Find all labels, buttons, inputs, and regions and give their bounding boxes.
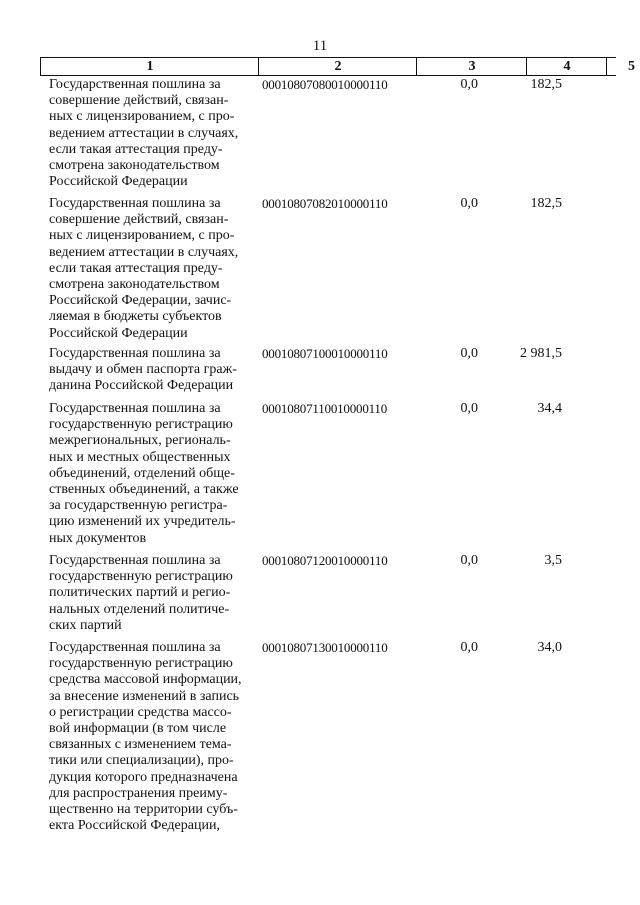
table-header [40, 57, 635, 76]
row-code: 00010807110010000110 [262, 401, 388, 416]
description-line: объединений, отделений обще- [49, 465, 235, 481]
description-line: Государственная пошлина за [49, 401, 221, 416]
row-column-3: 0,0 [460, 401, 478, 416]
row-column-3: 0,0 [460, 196, 478, 211]
description-line: связанных с изменением тема- [49, 737, 232, 753]
description-line: Российской Федерации [49, 174, 188, 190]
description-line: Государственная пошлина за [49, 640, 221, 655]
description-line: государственную регистрацию [49, 656, 233, 672]
page-number: 11 [312, 38, 328, 54]
description-line: политических партий и регио- [49, 585, 231, 601]
description-line: совершение действий, связан- [49, 212, 229, 228]
row-description [49, 640, 248, 834]
row-column-4: 34,4 [537, 401, 562, 416]
description-line: тики или специализации), про- [49, 753, 234, 769]
description-line: ских партий [49, 617, 122, 633]
row-description [49, 196, 248, 342]
description-line: смотрена законодательством [49, 158, 220, 174]
description-line: государственную регистрацию [49, 569, 233, 585]
row-code: 00010807120010000110 [262, 553, 388, 568]
column-header-4: 4 [526, 58, 607, 75]
description-line: ных с лицензированием, с про- [49, 109, 235, 125]
row-column-4: 182,5 [530, 196, 562, 211]
description-line: выдачу и обмен паспорта граж- [49, 362, 237, 378]
row-column-3: 0,0 [460, 77, 478, 92]
row-column-3: 0,0 [460, 553, 478, 568]
description-line: ляемая в бюджеты субъектов [49, 309, 222, 325]
description-line: дукция которого предназначена [49, 769, 238, 785]
description-line: нальных отделений политиче- [49, 601, 230, 617]
row-description [49, 553, 248, 634]
description-line: екта Российской Федерации, [49, 818, 220, 834]
description-line: вой информации (в том числе [49, 721, 227, 737]
row-column-4: 182,5 [530, 77, 562, 92]
description-line: ных документов [49, 530, 147, 546]
description-line: совершение действий, связан- [49, 93, 229, 109]
description-line: ных и местных общественных [49, 449, 231, 465]
row-column-3: 0,0 [460, 640, 478, 655]
description-line: ных с лицензированием, с про- [49, 228, 235, 244]
description-line: ственных объединений, а также [49, 482, 239, 498]
description-line: Государственная пошлина за [49, 196, 221, 211]
row-column-4: 2 981,5 [520, 346, 562, 361]
column-header-1: 1 [40, 58, 259, 75]
description-line: межрегиональных, региональ- [49, 433, 231, 449]
row-column-4: 3,5 [544, 553, 562, 568]
description-line: смотрена законодательством [49, 277, 220, 293]
description-line: за государственную регистра- [49, 498, 228, 514]
description-line: Российской Федерации [49, 325, 188, 341]
description-line: о регистрации средства массо- [49, 704, 232, 720]
column-header-3: 3 [416, 58, 527, 75]
description-line: ведением аттестации в случаях, [49, 125, 239, 141]
column-header-2: 2 [258, 58, 417, 75]
row-code: 00010807082010000110 [262, 196, 388, 211]
row-description [49, 346, 248, 395]
description-line: Государственная пошлина за [49, 346, 221, 361]
description-line: данина Российской Федерации [49, 378, 234, 394]
description-line: государственную регистрацию [49, 417, 233, 433]
row-description [49, 77, 248, 190]
description-line: средства массовой информации, [49, 672, 242, 688]
description-line: щественно на территории субъ- [49, 802, 238, 818]
description-line: цию изменений их учредитель- [49, 514, 236, 530]
row-column-3: 0,0 [460, 346, 478, 361]
row-code: 00010807080010000110 [262, 77, 388, 92]
description-line: Государственная пошлина за [49, 553, 221, 568]
row-column-4: 34,0 [537, 640, 562, 655]
row-description [49, 401, 248, 547]
description-line: если такая аттестация преду- [49, 260, 223, 276]
description-line: ведением аттестации в случаях, [49, 244, 239, 260]
description-line: Государственная пошлина за [49, 77, 221, 92]
row-code: 00010807130010000110 [262, 640, 388, 655]
row-code: 00010807100010000110 [262, 346, 388, 361]
description-line: за внесение изменений в запись [49, 688, 240, 704]
description-line: если такая аттестация преду- [49, 141, 223, 157]
description-line: для распространения преиму- [49, 785, 228, 801]
description-line: Российской Федерации, зачис- [49, 293, 232, 309]
column-header-5: 5 [606, 58, 640, 75]
